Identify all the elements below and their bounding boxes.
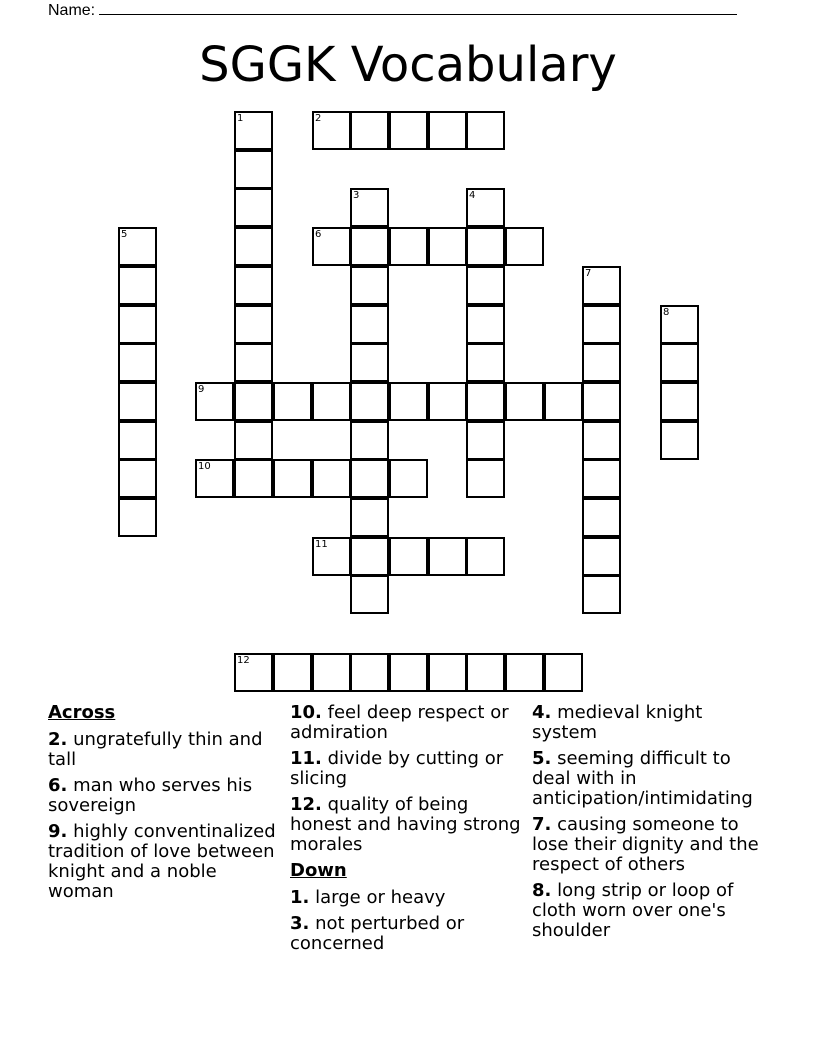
crossword-cell[interactable] xyxy=(660,382,699,421)
crossword-cell[interactable] xyxy=(582,537,621,576)
crossword-cell[interactable] xyxy=(118,266,157,305)
clue-across-11: 11. divide by cutting or slicing xyxy=(290,748,504,789)
crossword-cell[interactable] xyxy=(505,227,544,266)
clue-number: 2 xyxy=(315,113,322,124)
crossword-cell[interactable] xyxy=(466,266,505,305)
clue-down-1: 1. large or heavy xyxy=(290,887,446,908)
crossword-cell[interactable] xyxy=(350,227,389,266)
crossword-cell[interactable] xyxy=(582,343,621,382)
crossword-cell[interactable] xyxy=(582,382,621,421)
crossword-cell[interactable] xyxy=(389,111,428,150)
crossword-cell[interactable] xyxy=(118,421,157,460)
crossword-cell[interactable] xyxy=(389,459,428,498)
crossword-cell[interactable] xyxy=(544,653,583,692)
clue-number: 3 xyxy=(353,190,360,201)
clues-column-2 xyxy=(290,703,522,960)
name-label: Name: xyxy=(48,2,96,19)
crossword-cell[interactable] xyxy=(544,382,583,421)
crossword-cell[interactable] xyxy=(389,653,428,692)
clue-across-9: 9. highly conventinalized tradition of love between knight and a noble woman xyxy=(48,821,276,902)
crossword-cell[interactable] xyxy=(118,227,157,266)
crossword-cell[interactable] xyxy=(428,653,467,692)
page-title: SGGK Vocabulary xyxy=(199,37,617,93)
clue-across-10: 10. feel deep respect or admiration xyxy=(290,702,509,743)
crossword-cell[interactable] xyxy=(428,111,467,150)
crossword-cell[interactable] xyxy=(428,382,467,421)
crossword-cell[interactable] xyxy=(660,421,699,460)
crossword-cell[interactable] xyxy=(195,459,234,498)
crossword-cell[interactable] xyxy=(118,498,157,537)
clue-number: 7 xyxy=(585,268,592,279)
crossword-cell[interactable] xyxy=(466,382,505,421)
crossword-cell[interactable] xyxy=(234,188,273,227)
crossword-cell[interactable] xyxy=(350,305,389,344)
crossword-cell[interactable] xyxy=(350,266,389,305)
crossword-cell[interactable] xyxy=(350,537,389,576)
crossword-cell[interactable] xyxy=(389,227,428,266)
crossword-cell[interactable] xyxy=(582,266,621,305)
clue-down-4: 4. medieval knight system xyxy=(532,702,703,743)
crossword-cell[interactable] xyxy=(312,111,351,150)
crossword-cell[interactable] xyxy=(273,653,312,692)
crossword-cell[interactable] xyxy=(234,305,273,344)
clue-across-6: 6. man who serves his sovereign xyxy=(48,775,253,816)
clue-across-2: 2. ungratefully thin and tall xyxy=(48,729,263,770)
clue-number: 6 xyxy=(315,229,322,240)
across-heading: Across xyxy=(48,702,116,723)
clue-number: 10 xyxy=(198,461,211,472)
crossword-cell[interactable] xyxy=(466,227,505,266)
clue-number: 12 xyxy=(237,655,250,666)
clue-number: 4 xyxy=(469,190,476,201)
clue-down-5: 5. seeming difficult to deal with in anticipation/intimidating xyxy=(532,748,753,809)
crossword-cell[interactable] xyxy=(234,266,273,305)
crossword-cell[interactable] xyxy=(350,111,389,150)
clue-number: 9 xyxy=(198,384,205,395)
crossword-cell[interactable] xyxy=(118,382,157,421)
crossword-cell[interactable] xyxy=(582,459,621,498)
crossword-cell[interactable] xyxy=(234,111,273,150)
crossword-cell[interactable] xyxy=(312,537,351,576)
crossword-cell[interactable] xyxy=(428,227,467,266)
crossword-cell[interactable] xyxy=(466,537,505,576)
clue-across-12: 12. quality of being honest and having strong morales xyxy=(290,794,521,855)
crossword-cell[interactable] xyxy=(582,421,621,460)
crossword-cell[interactable] xyxy=(118,305,157,344)
crossword-cell[interactable] xyxy=(234,343,273,382)
crossword-cell[interactable] xyxy=(273,382,312,421)
crossword-cell[interactable] xyxy=(582,575,621,614)
crossword-cell[interactable] xyxy=(389,382,428,421)
crossword-cell[interactable] xyxy=(505,653,544,692)
crossword-cell[interactable] xyxy=(428,537,467,576)
crossword-cell[interactable] xyxy=(312,459,351,498)
crossword-cell[interactable] xyxy=(582,305,621,344)
crossword-cell[interactable] xyxy=(234,382,273,421)
clue-down-8: 8. long strip or loop of cloth worn over one's shoulder xyxy=(532,880,734,941)
crossword-cell[interactable] xyxy=(195,382,234,421)
crossword-cell[interactable] xyxy=(466,421,505,460)
crossword-cell[interactable] xyxy=(466,305,505,344)
clue-down-3: 3. not perturbed or concerned xyxy=(290,913,465,954)
crossword-cell[interactable] xyxy=(350,575,389,614)
clue-number: 8 xyxy=(663,307,670,318)
crossword-cell[interactable] xyxy=(466,111,505,150)
crossword-cell[interactable] xyxy=(466,459,505,498)
crossword-cell[interactable] xyxy=(350,459,389,498)
crossword-cell[interactable] xyxy=(350,188,389,227)
crossword-cell[interactable] xyxy=(350,382,389,421)
clues-column-3 xyxy=(532,703,772,947)
crossword-cell[interactable] xyxy=(118,459,157,498)
clue-number: 5 xyxy=(121,229,128,240)
crossword-cell[interactable] xyxy=(466,343,505,382)
crossword-cell[interactable] xyxy=(234,227,273,266)
crossword-cell[interactable] xyxy=(505,382,544,421)
crossword-cell[interactable] xyxy=(118,343,157,382)
crossword-cell[interactable] xyxy=(234,653,273,692)
crossword-cell[interactable] xyxy=(582,498,621,537)
clue-number: 1 xyxy=(237,113,244,124)
crossword-cell[interactable] xyxy=(466,653,505,692)
crossword-cell[interactable] xyxy=(273,459,312,498)
crossword-cell[interactable] xyxy=(312,382,351,421)
crossword-cell[interactable] xyxy=(660,305,699,344)
crossword-cell[interactable] xyxy=(466,188,505,227)
crossword-cell[interactable] xyxy=(312,653,351,692)
clue-down-7: 7. causing someone to lose their dignity and the respect of others xyxy=(532,814,759,875)
crossword-cell[interactable] xyxy=(312,227,351,266)
crossword-cell[interactable] xyxy=(660,343,699,382)
clue-number: 11 xyxy=(315,539,328,550)
crossword-cell[interactable] xyxy=(234,150,273,189)
crossword-cell[interactable] xyxy=(350,343,389,382)
crossword-cell[interactable] xyxy=(234,459,273,498)
crossword-cell[interactable] xyxy=(350,421,389,460)
crossword-cell[interactable] xyxy=(389,537,428,576)
crossword-cell[interactable] xyxy=(350,498,389,537)
crossword-cell[interactable] xyxy=(234,421,273,460)
crossword-cell[interactable] xyxy=(350,653,389,692)
down-heading: Down xyxy=(290,860,347,881)
clues-column-1 xyxy=(48,703,280,908)
